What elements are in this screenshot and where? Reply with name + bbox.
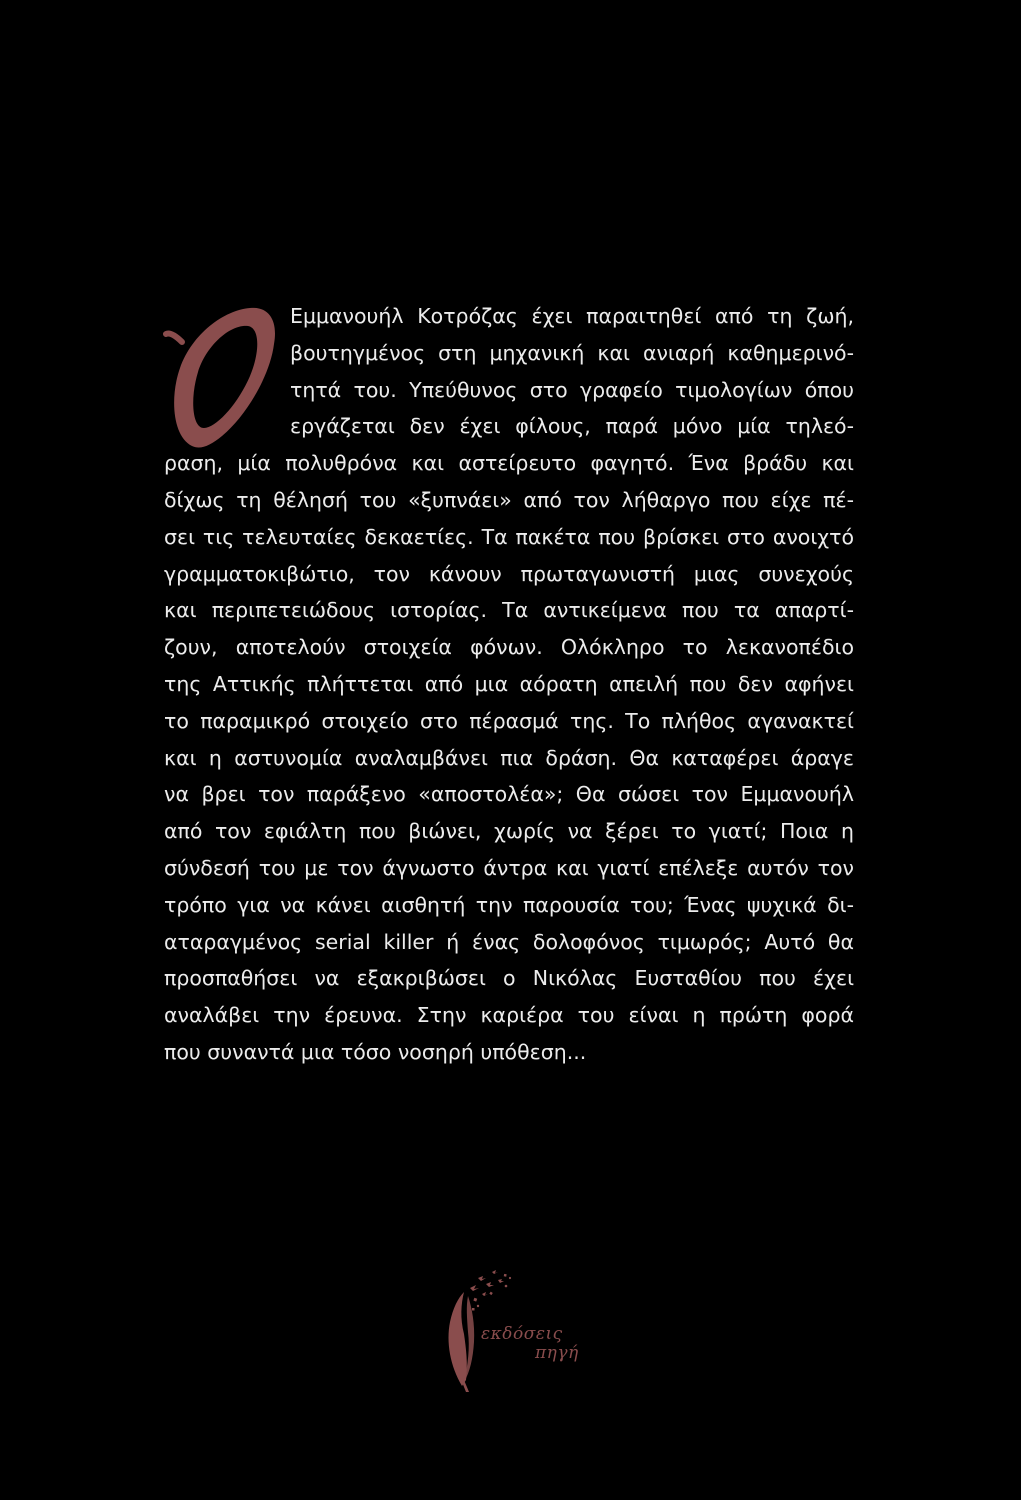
blurb-line: δίχως τη θέλησή του «ξυπνάει» από τον λήθαργο που είχε πέ- [164,487,854,512]
blurb-line: της Αττικής πλήττεται από μια αόρατη απειλή που δεν αφήνει [164,671,854,696]
publisher-name-line-2: πηγή [535,1343,579,1363]
blurb-line: αναλάβει την έρευνα. Στην καριέρα του είναι η πρώτη φορά [164,1003,854,1028]
blurb-line: σει τις τελευταίες δεκαετίες. Τα πακέτα που βρίσκει στο ανοιχτό [164,524,854,549]
publisher-name-line-1: εκδόσεις [481,1324,563,1344]
blurb-line: που συναντά μια τόσο νοσηρή υπόθεση... [164,1039,587,1064]
blurb-line: και περιπετειώδους ιστορίας. Τα αντικείμενα που τα απαρτί- [164,598,854,623]
blurb-line: Εμμανουήλ Κοτρόζας έχει παραιτηθεί από τη ζωή, [290,304,854,328]
blurb-line: τρόπο για να κάνει αισθητή την παρουσία του; Ένας ψυχικά δι- [164,892,854,917]
blurb-line: εργάζεται δεν έχει φίλους, παρά μόνο μία τηλεό- [290,414,854,439]
blurb-line: τητά του. Υπεύθυνος στο γραφείο τιμολογίων όπου [290,377,854,402]
blurb-line: βουτηγμένος στη μηχανική και ανιαρή καθημερινό- [290,340,854,365]
blurb-line: ραση, μία πολυθρόνα και αστείρευτο φαγητό. Ένα βράδυ και [164,451,854,476]
blurb-line: το παραμικρό στοιχείο στο πέρασμά της. Το πλήθος αγανακτεί [164,708,854,733]
blurb-line: και η αστυνομία αναλαμβάνει πια δράση. Θα καταφέρει άραγε [164,745,854,770]
blurb-line: σύνδεσή του με τον άγνωστο άντρα και γιατί επέλεξε αυτόν τον [164,855,854,880]
blurb-line: να βρει τον παράξενο «αποστολέα»; Θα σώσει τον Εμμανουήλ [164,782,854,807]
blurb-line: ζουν, αποτελούν στοιχεία φόνων. Ολόκληρο το λεκανοπέδιο [164,635,854,660]
blurb-line: γραμματοκιβώτιο, τον κάνουν πρωταγωνιστή μιας συνεχούς [164,561,854,586]
blurb-line: αταραγμένος serial killer ή ένας δολοφόνος τιμωρός; Αυτό θα [164,929,854,954]
blurb-line: από τον εφιάλτη που βιώνει, χωρίς να ξέρει το γιατί; Ποια η [164,819,854,844]
blurb-line: προσπαθήσει να εξακριβώσει ο Νικόλας Ευσταθίου που έχει [164,966,854,991]
back-cover-blurb [164,298,854,1071]
